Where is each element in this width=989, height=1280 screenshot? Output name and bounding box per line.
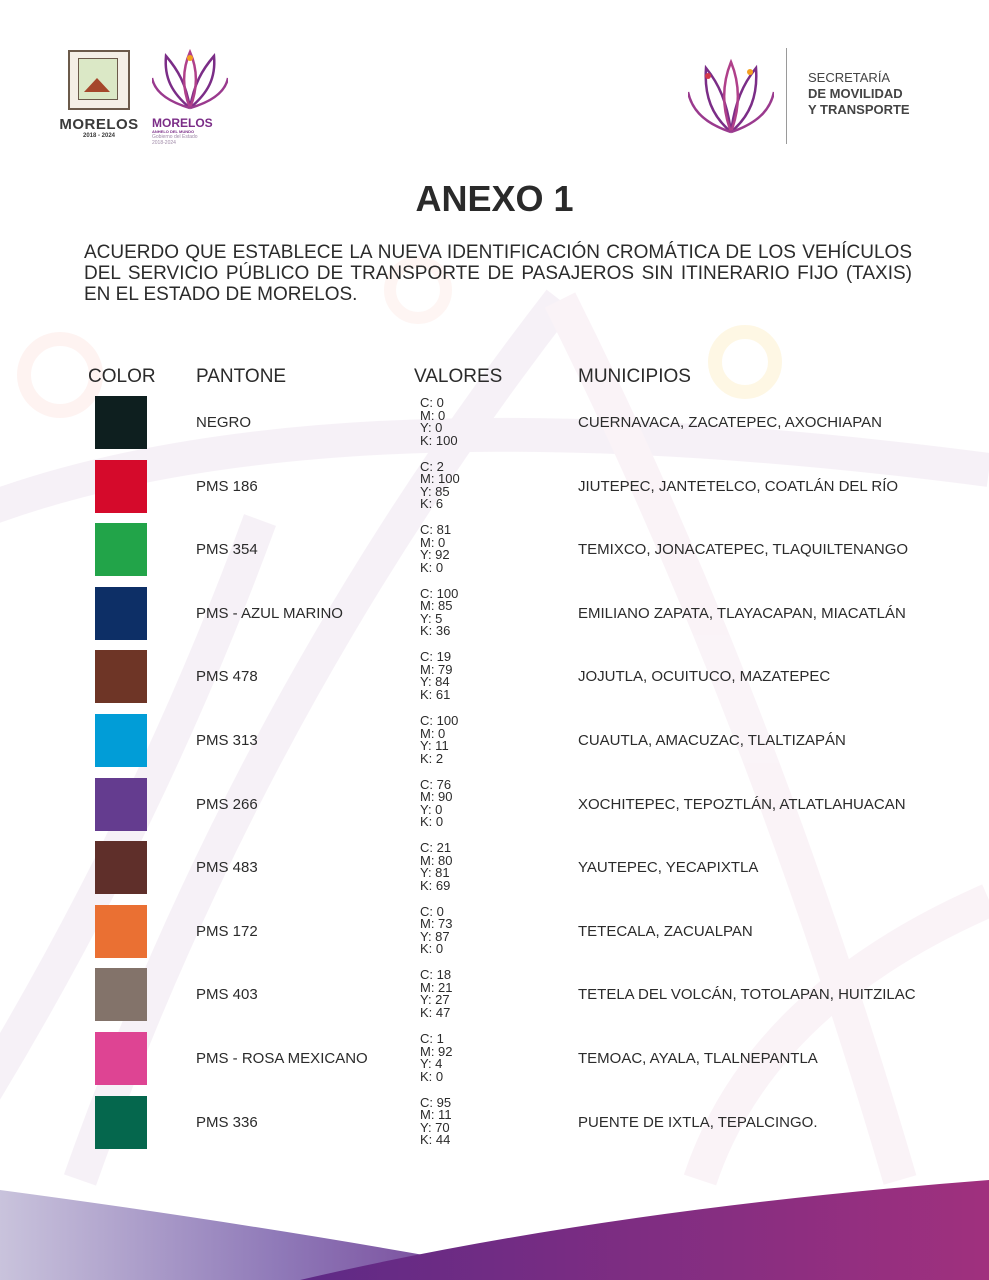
column-header-pantone: PANTONE bbox=[196, 366, 287, 387]
cmyk-c: C: 0 bbox=[420, 903, 444, 919]
table-row bbox=[0, 1096, 989, 1152]
cmyk-y: Y: 4 bbox=[420, 1056, 443, 1071]
cmyk-k: K: 69 bbox=[420, 877, 451, 893]
cmyk-values bbox=[420, 778, 453, 828]
cmyk-c: C: 100 bbox=[420, 713, 459, 728]
pantone-name: PMS 266 bbox=[196, 795, 258, 813]
cmyk-k: K: 0 bbox=[420, 814, 444, 830]
municipios-list: TEMIXCO, JONACATEPEC, TLAQUILTENANGO bbox=[578, 541, 909, 559]
table-row bbox=[0, 841, 989, 897]
table-row bbox=[0, 460, 989, 516]
color-swatch bbox=[95, 650, 147, 703]
cmyk-y: Y: 11 bbox=[420, 738, 449, 753]
cmyk-values bbox=[420, 968, 453, 1018]
state-logo bbox=[58, 50, 140, 139]
cmyk-k: K: 6 bbox=[420, 496, 444, 512]
cmyk-m: M: 79 bbox=[420, 661, 453, 677]
municipios-list: YAUTEPEC, YECAPIXTLA bbox=[578, 859, 759, 877]
cmyk-c: C: 19 bbox=[420, 649, 452, 665]
color-swatch bbox=[95, 841, 147, 894]
color-swatch bbox=[95, 778, 147, 831]
column-header-color: COLOR bbox=[88, 366, 156, 387]
color-swatch bbox=[95, 523, 147, 576]
cmyk-k: K: 2 bbox=[420, 750, 444, 766]
cmyk-values bbox=[420, 460, 460, 510]
secretaria-name bbox=[808, 70, 910, 118]
cmyk-values bbox=[420, 841, 453, 891]
municipios-list: JIUTEPEC, JANTETELCO, COATLÁN DEL RÍO bbox=[578, 477, 899, 495]
cmyk-k: K: 44 bbox=[420, 1132, 451, 1148]
ambition-logo-title: MORELOS bbox=[152, 116, 213, 130]
cmyk-y: Y: 5 bbox=[420, 610, 443, 626]
cmyk-y: Y: 84 bbox=[420, 674, 450, 690]
cmyk-y: Y: 0 bbox=[420, 801, 443, 817]
cmyk-m: M: 0 bbox=[420, 407, 446, 423]
municipios-list: TETELA DEL VOLCÁN, TOTOLAPAN, HUITZILAC bbox=[578, 986, 916, 1004]
table-row bbox=[0, 396, 989, 452]
cmyk-values bbox=[420, 1096, 452, 1146]
cmyk-c: C: 21 bbox=[420, 840, 452, 856]
cmyk-values bbox=[420, 650, 453, 700]
table-row bbox=[0, 650, 989, 706]
cmyk-y: Y: 70 bbox=[420, 1119, 450, 1135]
municipios-list: CUERNAVACA, ZACATEPEC, AXOCHIAPAN bbox=[578, 414, 882, 431]
color-swatch bbox=[95, 1032, 147, 1085]
municipios-list: XOCHITEPEC, TEPOZTLÁN, ATLATLAHUACAN bbox=[578, 795, 906, 813]
state-logo-years: 2018 - 2024 bbox=[82, 133, 116, 139]
municipios-list: EMILIANO ZAPATA, TLAYACAPAN, MIACATLÁN bbox=[578, 604, 906, 622]
color-swatch bbox=[95, 905, 147, 958]
cmyk-m: M: 11 bbox=[420, 1107, 452, 1123]
secretaria-line1: SECRETARÍA bbox=[808, 70, 891, 85]
cmyk-c: C: 100 bbox=[420, 585, 459, 601]
municipios-list: TETECALA, ZACUALPAN bbox=[578, 922, 753, 940]
cmyk-c: C: 76 bbox=[420, 776, 452, 792]
cmyk-m: M: 92 bbox=[420, 1043, 453, 1059]
municipios-list: PUENTE DE IXTLA, TEPALCINGO. bbox=[578, 1113, 818, 1131]
cmyk-values bbox=[420, 1032, 453, 1082]
cmyk-y: Y: 87 bbox=[420, 928, 450, 944]
municipios-list: JOJUTLA, OCUITUCO, MAZATEPEC bbox=[578, 668, 831, 686]
cmyk-k: K: 61 bbox=[420, 686, 451, 702]
cmyk-values bbox=[420, 523, 451, 573]
ambition-logo-subtitle: ANHELO DEL MUNDO bbox=[152, 129, 195, 134]
secretaria-line2: DE MOVILIDAD bbox=[808, 86, 903, 101]
cmyk-m: M: 73 bbox=[420, 916, 453, 932]
color-swatch bbox=[95, 1096, 147, 1149]
cmyk-m: M: 80 bbox=[420, 852, 453, 868]
morelos-seal-icon bbox=[68, 50, 130, 110]
pantone-name: PMS - ROSA MEXICANO bbox=[196, 1050, 368, 1067]
cmyk-k: K: 0 bbox=[420, 559, 444, 575]
cmyk-c: C: 2 bbox=[420, 458, 444, 474]
color-swatch bbox=[95, 587, 147, 640]
table-row bbox=[0, 778, 989, 834]
table-row bbox=[0, 968, 989, 1024]
intro-paragraph: ACUERDO QUE ESTABLECE LA NUEVA IDENTIFICACIÓN CROMÁTICA DE LOS VEHÍCULOS DEL SERVICIO PÚBLICO DE TRANSPORTE DE PASAJEROS SIN ITINERARIO FIJO (TAXIS) EN EL ESTADO DE MORELOS. bbox=[84, 242, 912, 305]
cmyk-y: Y: 81 bbox=[420, 865, 450, 881]
color-swatch bbox=[95, 396, 147, 449]
table-row bbox=[0, 905, 989, 961]
page-title: ANEXO 1 bbox=[415, 178, 574, 219]
pantone-name: PMS 172 bbox=[196, 922, 258, 940]
ambition-logo-line2: 2018-2024 bbox=[152, 140, 176, 146]
pantone-name: PMS 403 bbox=[196, 986, 258, 1004]
municipios-list: TEMOAC, AYALA, TLALNEPANTLA bbox=[578, 1050, 818, 1067]
table-row bbox=[0, 587, 989, 643]
cmyk-k: K: 36 bbox=[420, 623, 451, 639]
cmyk-m: M: 0 bbox=[420, 534, 446, 550]
pantone-name: NEGRO bbox=[196, 414, 252, 431]
state-logo-name: MORELOS bbox=[59, 116, 139, 133]
cmyk-m: M: 0 bbox=[420, 725, 446, 741]
column-header-valores: VALORES bbox=[414, 366, 503, 387]
pantone-name: PMS 186 bbox=[196, 477, 258, 495]
cmyk-c: C: 1 bbox=[420, 1031, 444, 1046]
cmyk-y: Y: 27 bbox=[420, 992, 450, 1008]
cmyk-c: C: 0 bbox=[420, 395, 444, 410]
pantone-name: PMS 336 bbox=[196, 1113, 258, 1131]
cmyk-m: M: 100 bbox=[420, 471, 460, 487]
pantone-name: PMS 483 bbox=[196, 859, 258, 877]
municipios-list: CUAUTLA, AMACUZAC, TLALTIZAPÁN bbox=[578, 732, 846, 749]
secretaria-logo bbox=[686, 48, 936, 144]
secretaria-line3: Y TRANSPORTE bbox=[808, 102, 910, 117]
pantone-name: PMS 354 bbox=[196, 541, 258, 559]
pantone-name: PMS - AZUL MARINO bbox=[196, 604, 343, 622]
pantone-name: PMS 478 bbox=[196, 668, 258, 686]
ambition-logo-line1: Gobierno del Estado bbox=[152, 134, 198, 140]
cmyk-values bbox=[420, 396, 458, 446]
cmyk-y: Y: 85 bbox=[420, 483, 450, 499]
table-row bbox=[0, 523, 989, 579]
ambition-logo bbox=[152, 48, 232, 146]
cmyk-y: Y: 0 bbox=[420, 420, 443, 435]
cmyk-values bbox=[420, 587, 458, 637]
cmyk-values bbox=[420, 905, 453, 955]
cmyk-c: C: 18 bbox=[420, 967, 452, 983]
cmyk-c: C: 81 bbox=[420, 522, 452, 538]
column-header-municipios: MUNICIPIOS bbox=[578, 366, 691, 387]
cmyk-m: M: 90 bbox=[420, 789, 453, 805]
cmyk-y: Y: 92 bbox=[420, 547, 450, 563]
cmyk-c: C: 95 bbox=[420, 1094, 452, 1110]
lotus-flower-icon bbox=[152, 48, 228, 112]
table-row bbox=[0, 714, 989, 770]
pantone-name: PMS 313 bbox=[196, 732, 258, 749]
color-swatch bbox=[95, 460, 147, 513]
color-swatch bbox=[95, 968, 147, 1021]
cmyk-k: K: 100 bbox=[420, 432, 458, 448]
cmyk-m: M: 21 bbox=[420, 979, 453, 995]
table-row bbox=[0, 1032, 989, 1088]
cmyk-k: K: 0 bbox=[420, 1068, 444, 1084]
cmyk-k: K: 47 bbox=[420, 1004, 451, 1020]
lotus-flower-icon bbox=[688, 56, 774, 136]
cmyk-k: K: 0 bbox=[420, 941, 444, 957]
cmyk-values bbox=[420, 714, 458, 764]
secretaria-divider bbox=[786, 48, 787, 144]
cmyk-m: M: 85 bbox=[420, 598, 453, 614]
color-swatch bbox=[95, 714, 147, 767]
